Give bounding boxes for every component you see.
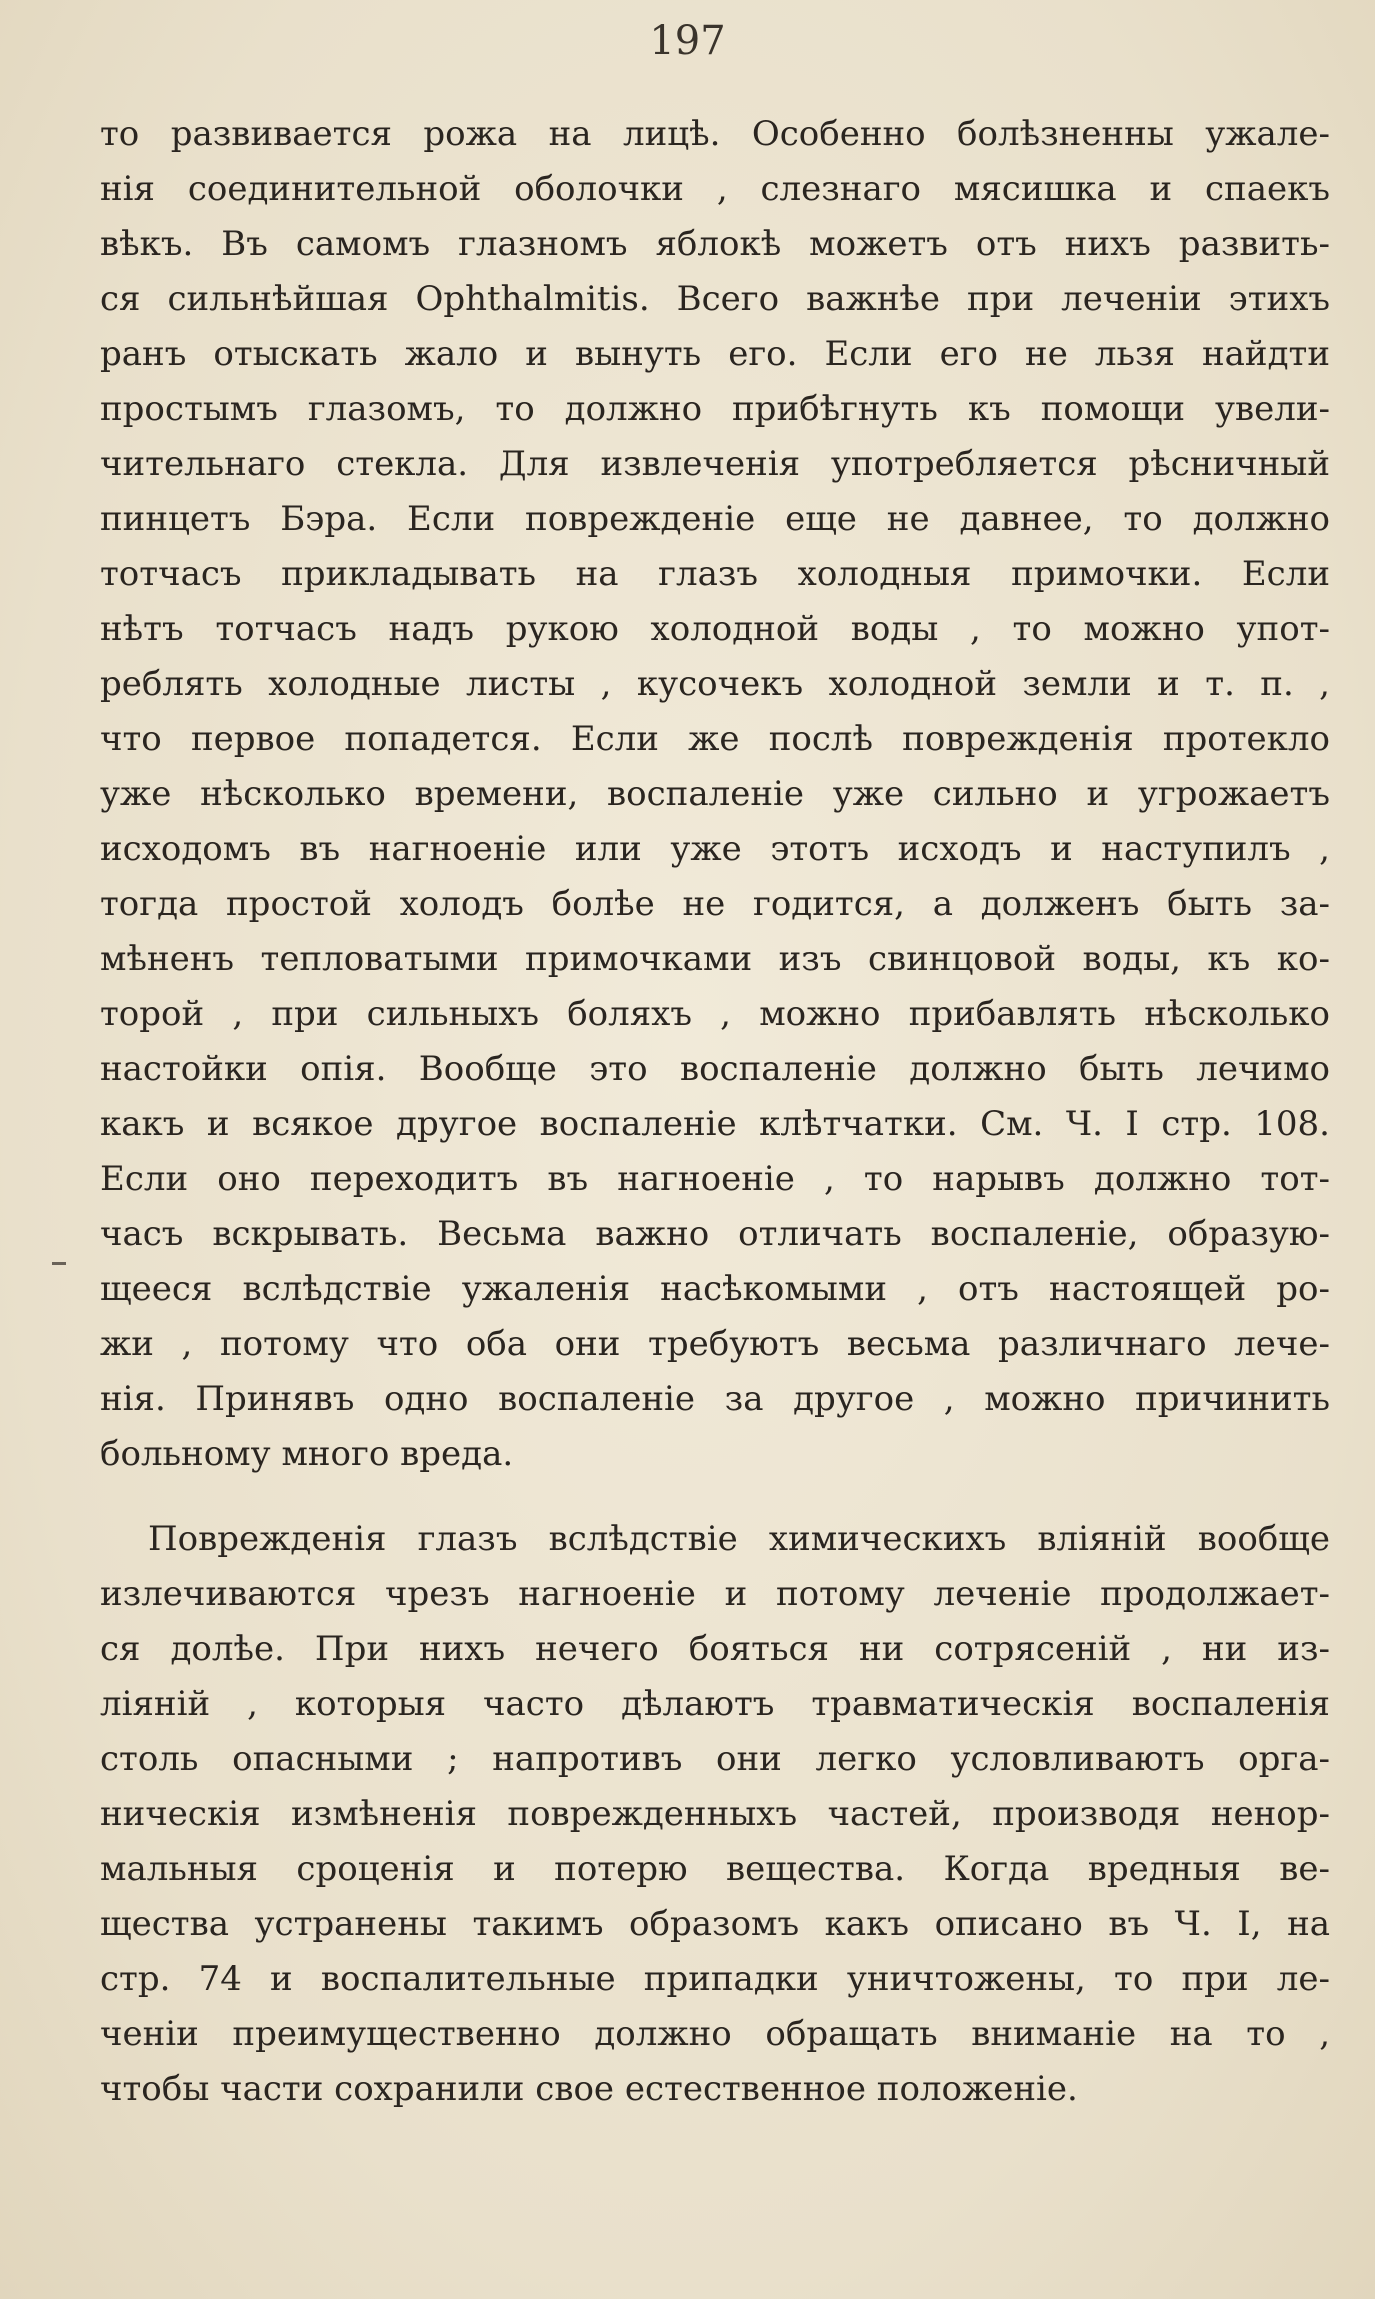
paragraph-1 <box>100 107 1330 1482</box>
text-line: вѣкъ. Въ самомъ глазномъ яблокѣ можетъ отъ нихъ развить- <box>100 224 1330 264</box>
text-line: чительнаго стекла. Для извлеченія употребляется рѣсничный <box>100 444 1330 484</box>
text-line: стр. 74 и воспалительные припадки уничтожены, то при ле- <box>100 1959 1330 1999</box>
text-line: часъ вскрывать. Весьма важно отличать воспаленіе, образую- <box>100 1214 1330 1254</box>
margin-mark <box>52 1262 66 1265</box>
text-line: жи , потому что оба они требуютъ весьма различнаго лече- <box>100 1324 1330 1364</box>
text-line: ническія измѣненія поврежденныхъ частей, производя ненор- <box>100 1794 1330 1834</box>
text-line: простымъ глазомъ, то должно прибѣгнуть къ помощи увели- <box>100 389 1330 429</box>
text-line: мальныя сроценія и потерю вещества. Когда вредныя ве- <box>100 1849 1330 1889</box>
text-line: излечиваются чрезъ нагноеніе и потому леченіе продолжает- <box>100 1574 1330 1614</box>
text-line: реблять холодные листы , кусочекъ холодной земли и т. п. , <box>100 664 1330 704</box>
text-line: ся долѣе. При нихъ нечего бояться ни сотрясеній , ни из- <box>100 1629 1330 1669</box>
text-line: Если оно переходитъ въ нагноеніе , то нарывъ должно тот- <box>100 1159 1330 1199</box>
text-line: исходомъ въ нагноеніе или уже этотъ исходъ и наступилъ , <box>100 829 1330 869</box>
paragraph-2 <box>100 1512 1330 2117</box>
text-line: тогда простой холодъ болѣе не годится, а долженъ быть за- <box>100 884 1330 924</box>
text-line: нія. Принявъ одно воспаленіе за другое , можно причинить <box>100 1379 1330 1419</box>
text-line: настойки опія. Вообще это воспаленіе должно быть лечимо <box>100 1049 1330 1089</box>
text-line: торой , при сильныхъ боляхъ , можно прибавлять нѣсколько <box>100 994 1330 1034</box>
text-line: что первое попадется. Если же послѣ поврежденія протекло <box>100 719 1330 759</box>
text-line: то развивается рожа на лицѣ. Особенно болѣзненны ужале- <box>100 114 1330 154</box>
text-line: нія соединительной оболочки , слезнаго мясишка и спаекъ <box>100 169 1330 209</box>
body-text <box>100 107 1330 2147</box>
text-line: ся сильнѣйшая Ophthalmitis. Всего важнѣе при леченіи этихъ <box>100 279 1330 319</box>
page-number: 197 <box>649 18 726 64</box>
text-line: чтобы части сохранили свое естественное положеніе. <box>100 2069 1078 2109</box>
text-line: Поврежденія глазъ вслѣдствіе химическихъ вліяній вообще <box>148 1519 1330 1559</box>
text-line: столь опасными ; напротивъ они легко условливаютъ орга- <box>100 1739 1330 1779</box>
text-line: нѣтъ тотчасъ надъ рукою холодной воды , то можно упот- <box>100 609 1330 649</box>
text-line: уже нѣсколько времени, воспаленіе уже сильно и угрожаетъ <box>100 774 1330 814</box>
text-line: тотчасъ прикладывать на глазъ холодныя примочки. Если <box>100 554 1330 594</box>
text-line: щееся вслѣдствіе ужаленія насѣкомыми , отъ настоящей ро- <box>100 1269 1330 1309</box>
text-line: щества устранены такимъ образомъ какъ описано въ Ч. I, на <box>100 1904 1330 1944</box>
text-line: больному много вреда. <box>100 1434 514 1474</box>
text-line: какъ и всякое другое воспаленіе клѣтчатки. См. Ч. I стр. 108. <box>100 1104 1330 1144</box>
text-line: мѣненъ тепловатыми примочками изъ свинцовой воды, къ ко- <box>100 939 1330 979</box>
text-line: пинцетъ Бэра. Если поврежденіе еще не давнее, то должно <box>100 499 1330 539</box>
text-line: ранъ отыскать жало и вынуть его. Если его не льзя найдти <box>100 334 1330 374</box>
text-line: ліяній , которыя часто дѣлаютъ травматическія воспаленія <box>100 1684 1330 1724</box>
text-line: ченіи преимущественно должно обращать вниманіе на то , <box>100 2014 1330 2054</box>
